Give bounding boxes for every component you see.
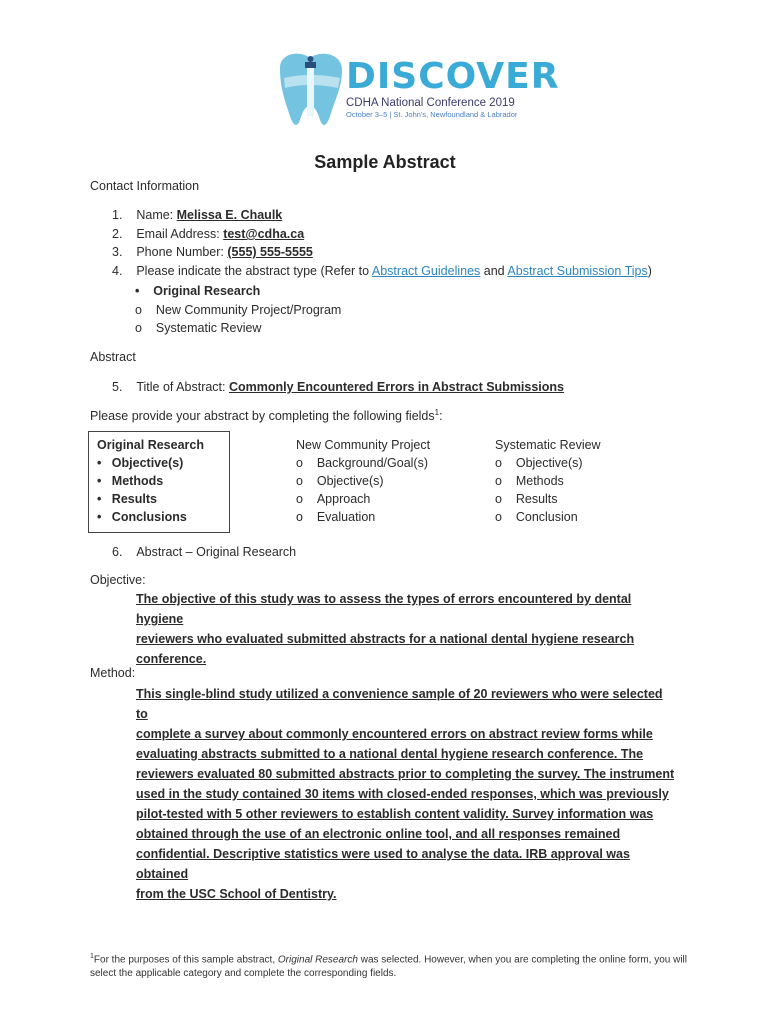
column-item: o Evaluation [296,510,376,524]
phone-value[interactable]: (555) 555-5555 [227,245,313,259]
type-option-systematic-review[interactable]: o Systematic Review [135,321,262,335]
objective-text[interactable]: The objective of this study was to assess the types of errors encountered by dental hygiene reviewers who evaluated submitted abstracts for a national dental hygiene research conference. [136,592,635,666]
abstract-guidelines-link[interactable]: Abstract Guidelines [371,264,481,278]
abstract-heading: Abstract [90,350,136,364]
logo-text [346,58,559,120]
page-title: Sample Abstract [314,152,456,172]
contact-item-phone: 3. Phone Number: (555) 555-5555 [112,245,313,259]
logo-dates: October 3–5 | St. John's, Newfoundland & Labrador [346,110,518,119]
column-heading-original: Original Research [97,438,204,452]
type-option-original-research[interactable]: • Original Research [135,284,261,298]
name-value[interactable]: Melissa E. Chaulk [176,208,283,222]
column-item: o Objective(s) [495,456,583,470]
column-item: • Results [97,492,157,506]
contact-item-name: 1. Name: Melissa E. Chaulk [112,208,283,222]
column-item: o Approach [296,492,371,506]
column-item: • Objective(s) [97,456,184,470]
abstract-submission-tips-link[interactable]: Abstract Submission Tips [507,264,648,278]
contact-item-email: 2. Email Address: test@cdha.ca [112,227,305,241]
column-item: o Conclusion [495,510,578,524]
section-6-item: 6. Abstract – Original Research [112,545,297,559]
objective-label: Objective: [90,573,146,587]
title-item: 5. Title of Abstract: Commonly Encountered Errors in Abstract Submissions [112,380,565,394]
contact-heading: Contact Information [90,179,200,193]
column-item: o Objective(s) [296,474,384,488]
fields-intro: Please provide your abstract by completing the following fields$^1$: [90,408,443,424]
abstract-type-item: 4. Please indicate the abstract type (Refer to Abstract Guidelines and Abstract Submission Tips) [112,264,652,278]
column-heading-systematic: Systematic Review [495,438,601,452]
logo-wordmark: DISCOVER [346,56,560,97]
method-label: Method: [90,666,136,680]
footnote: $^1$For the purposes of this sample abstract, Original Research was selected. However, when you are completing the online form, you will select the applicable category and complete the corresponding fields. [90,953,687,980]
method-text[interactable]: This single-blind study utilized a convenience sample of 20 reviewers who were selected to complete a survey about commonly encountered errors on abstract review forms while evaluating abstracts submitted to a national dental hygiene research conference. The reviewers evaluated 80 submitted abstracts prior to completing the survey. The instrument used in the study contained 30 items with closed-ended responses, which was previously pilot-tested with 5 other reviewers to establish content validity. Survey information was obtained through the use of an electronic online tool, and all responses remained confidential. Descriptive statistics were used to analyse the data. IRB approval was obtained from the USC School of Dentistry. [136,687,675,901]
email-value[interactable]: test@cdha.ca [223,227,305,241]
logo-subtitle: CDHA National Conference 2019 [346,97,515,109]
column-item: o Results [495,492,558,506]
abstract-title-value[interactable]: Commonly Encountered Errors in Abstract Submissions [228,380,565,394]
column-item: o Methods [495,474,564,488]
tooth-lighthouse-logo-icon [270,48,350,134]
column-item: o Background/Goal(s) [296,456,429,470]
type-option-community-project[interactable]: o New Community Project/Program [135,303,342,317]
column-item: • Methods [97,474,164,488]
column-heading-community: New Community Project [296,438,431,452]
column-item: • Conclusions [97,510,187,524]
